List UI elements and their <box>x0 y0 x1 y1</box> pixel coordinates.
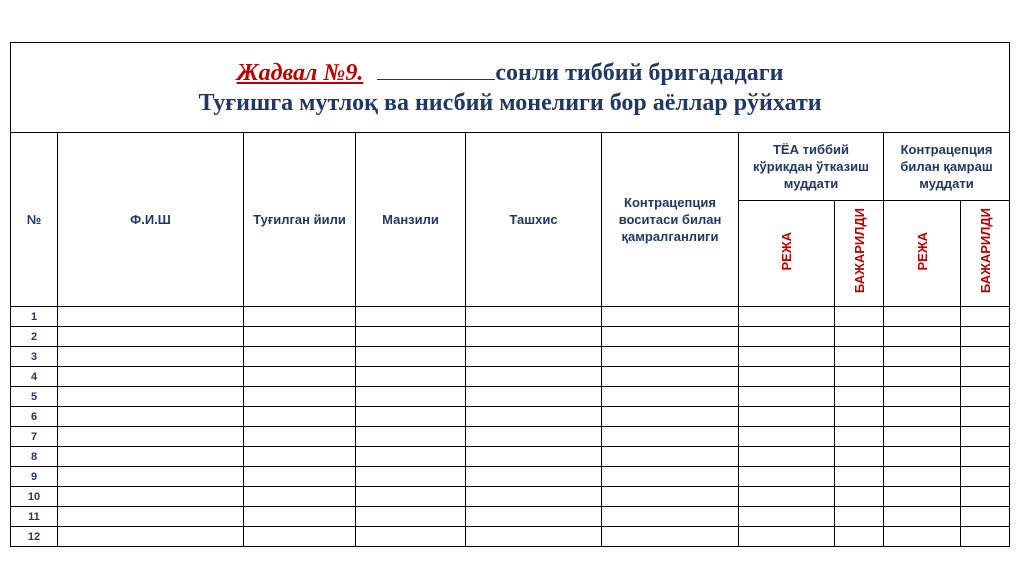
table-cell[interactable] <box>739 447 835 467</box>
table-row <box>11 387 1010 407</box>
table-cell[interactable] <box>884 507 961 527</box>
table-cell[interactable] <box>58 447 244 467</box>
header-group-contraception-term: Контрацепция билан қамраш муддати <box>884 133 1010 201</box>
table-cell[interactable] <box>244 407 356 427</box>
table-cell[interactable] <box>356 427 466 447</box>
table-row <box>11 427 1010 447</box>
table-cell[interactable] <box>466 387 602 407</box>
header-plan-1: РЕЖА <box>739 201 835 307</box>
table-cell[interactable] <box>58 387 244 407</box>
table-cell[interactable] <box>356 327 466 347</box>
title-blank-line[interactable] <box>377 57 495 80</box>
row-number: 6 <box>11 407 58 427</box>
table-cell[interactable] <box>356 367 466 387</box>
table-cell[interactable] <box>58 347 244 367</box>
row-number: 12 <box>11 527 58 547</box>
table-cell[interactable] <box>961 467 1010 487</box>
table-cell[interactable] <box>961 527 1010 547</box>
table-cell[interactable] <box>739 367 835 387</box>
title-prefix: Жадвал №9. <box>236 60 364 86</box>
table-cell[interactable] <box>244 327 356 347</box>
title-line2: Туғишга мутлоқ ва нисбий монелиги бор аёллар рўйхати <box>198 90 822 116</box>
table-cell[interactable] <box>602 307 739 327</box>
table-cell[interactable] <box>356 387 466 407</box>
table-cell[interactable] <box>244 507 356 527</box>
row-number: 1 <box>11 307 58 327</box>
table-cell[interactable] <box>466 327 602 347</box>
table-cell[interactable] <box>466 347 602 367</box>
table-row <box>11 507 1010 527</box>
table-cell[interactable] <box>244 467 356 487</box>
table-row <box>11 327 1010 347</box>
table-cell[interactable] <box>835 527 884 547</box>
table-cell[interactable] <box>58 307 244 327</box>
table-cell[interactable] <box>244 387 356 407</box>
table-cell[interactable] <box>356 507 466 527</box>
table-cell[interactable] <box>356 347 466 367</box>
header-plan-2: РЕЖА <box>884 201 961 307</box>
table-cell[interactable] <box>739 467 835 487</box>
table-cell[interactable] <box>466 307 602 327</box>
table-cell[interactable] <box>835 367 884 387</box>
table-cell[interactable] <box>602 467 739 487</box>
header-diagnosis: Ташхис <box>466 133 602 307</box>
table-cell[interactable] <box>356 447 466 467</box>
table-cell[interactable] <box>884 467 961 487</box>
table-cell[interactable] <box>835 427 884 447</box>
table-cell[interactable] <box>961 507 1010 527</box>
table-cell[interactable] <box>244 487 356 507</box>
table-cell[interactable] <box>835 387 884 407</box>
table-cell[interactable] <box>466 527 602 547</box>
table-row <box>11 447 1010 467</box>
table-cell[interactable] <box>884 527 961 547</box>
header-done-1: БАЖАРИЛДИ <box>835 201 884 307</box>
row-number: 7 <box>11 427 58 447</box>
table-cell[interactable] <box>884 387 961 407</box>
table-cell[interactable] <box>602 447 739 467</box>
table-cell[interactable] <box>961 447 1010 467</box>
table-cell[interactable] <box>244 347 356 367</box>
table-cell[interactable] <box>739 507 835 527</box>
table-cell[interactable] <box>466 447 602 467</box>
table-row <box>11 527 1010 547</box>
table-cell[interactable] <box>739 427 835 447</box>
table-cell[interactable] <box>961 367 1010 387</box>
row-number: 8 <box>11 447 58 467</box>
table-cell[interactable] <box>58 467 244 487</box>
table-cell[interactable] <box>356 467 466 487</box>
row-number: 3 <box>11 347 58 367</box>
table-cell[interactable] <box>58 407 244 427</box>
table-cell[interactable] <box>602 387 739 407</box>
table-cell[interactable] <box>835 467 884 487</box>
table-cell[interactable] <box>466 507 602 527</box>
table-cell[interactable] <box>58 427 244 447</box>
table-cell[interactable] <box>884 307 961 327</box>
table-cell[interactable] <box>884 347 961 367</box>
table-cell[interactable] <box>884 327 961 347</box>
table-cell[interactable] <box>961 407 1010 427</box>
table-cell[interactable] <box>356 307 466 327</box>
table-cell[interactable] <box>602 367 739 387</box>
table-cell[interactable] <box>835 327 884 347</box>
table-cell[interactable] <box>739 307 835 327</box>
table-cell[interactable] <box>739 527 835 547</box>
row-number: 10 <box>11 487 58 507</box>
table-cell[interactable] <box>884 487 961 507</box>
table-cell[interactable] <box>58 367 244 387</box>
header-address: Манзили <box>356 133 466 307</box>
table-cell[interactable] <box>244 527 356 547</box>
header-contraception: Контрацепция воситаси билан қамралганлиги <box>602 133 739 307</box>
table-cell[interactable] <box>356 527 466 547</box>
table-cell[interactable] <box>961 307 1010 327</box>
title-line1-suffix: сонли тиббий бригададаги <box>495 60 784 86</box>
table-cell[interactable] <box>835 307 884 327</box>
table-cell[interactable] <box>466 467 602 487</box>
table-cell[interactable] <box>244 427 356 447</box>
table-cell[interactable] <box>835 347 884 367</box>
table-cell[interactable] <box>961 347 1010 367</box>
table-cell[interactable] <box>835 507 884 527</box>
table-cell[interactable] <box>244 367 356 387</box>
table-cell[interactable] <box>602 487 739 507</box>
women-list-table <box>10 42 1010 547</box>
table-row <box>11 407 1010 427</box>
table-cell[interactable] <box>58 327 244 347</box>
row-number: 11 <box>11 507 58 527</box>
row-number: 2 <box>11 327 58 347</box>
table-cell[interactable] <box>58 487 244 507</box>
table-cell[interactable] <box>739 347 835 367</box>
table-cell[interactable] <box>58 507 244 527</box>
table-cell[interactable] <box>602 407 739 427</box>
table-cell[interactable] <box>884 367 961 387</box>
table-title <box>11 43 1010 133</box>
table-cell[interactable] <box>602 507 739 527</box>
row-number: 9 <box>11 467 58 487</box>
table-cell[interactable] <box>739 407 835 427</box>
table-cell[interactable] <box>961 387 1010 407</box>
table-cell[interactable] <box>602 527 739 547</box>
table-cell[interactable] <box>602 347 739 367</box>
table-cell[interactable] <box>356 487 466 507</box>
table-cell[interactable] <box>835 447 884 467</box>
table-cell[interactable] <box>466 487 602 507</box>
header-birth-year: Туғилган йили <box>244 133 356 307</box>
table-cell[interactable] <box>835 407 884 427</box>
table-cell[interactable] <box>961 427 1010 447</box>
table-cell[interactable] <box>835 487 884 507</box>
table-cell[interactable] <box>961 327 1010 347</box>
table-cell[interactable] <box>884 427 961 447</box>
table-cell[interactable] <box>884 407 961 427</box>
table-row <box>11 487 1010 507</box>
table-row <box>11 307 1010 327</box>
table-cell[interactable] <box>739 387 835 407</box>
header-fio: Ф.И.Ш <box>58 133 244 307</box>
table-row <box>11 367 1010 387</box>
header-done-2: БАЖАРИЛДИ <box>961 201 1010 307</box>
table-cell[interactable] <box>244 307 356 327</box>
table-row <box>11 467 1010 487</box>
table-cell[interactable] <box>466 427 602 447</box>
table-cell[interactable] <box>466 407 602 427</box>
women-list-table-frame <box>10 42 1009 548</box>
table-cell[interactable] <box>961 487 1010 507</box>
table-cell[interactable] <box>58 527 244 547</box>
table-cell[interactable] <box>602 427 739 447</box>
table-cell[interactable] <box>356 407 466 427</box>
row-number: 5 <box>11 387 58 407</box>
table-cell[interactable] <box>739 327 835 347</box>
table-cell[interactable] <box>466 367 602 387</box>
table-row <box>11 347 1010 367</box>
table-cell[interactable] <box>884 447 961 467</box>
table-cell[interactable] <box>739 487 835 507</box>
table-cell[interactable] <box>244 447 356 467</box>
header-number: № <box>11 133 58 307</box>
table-cell[interactable] <box>602 327 739 347</box>
header-group-checkup: ТЁА тиббий кўрикдан ўтказиш муддати <box>739 133 884 201</box>
row-number: 4 <box>11 367 58 387</box>
